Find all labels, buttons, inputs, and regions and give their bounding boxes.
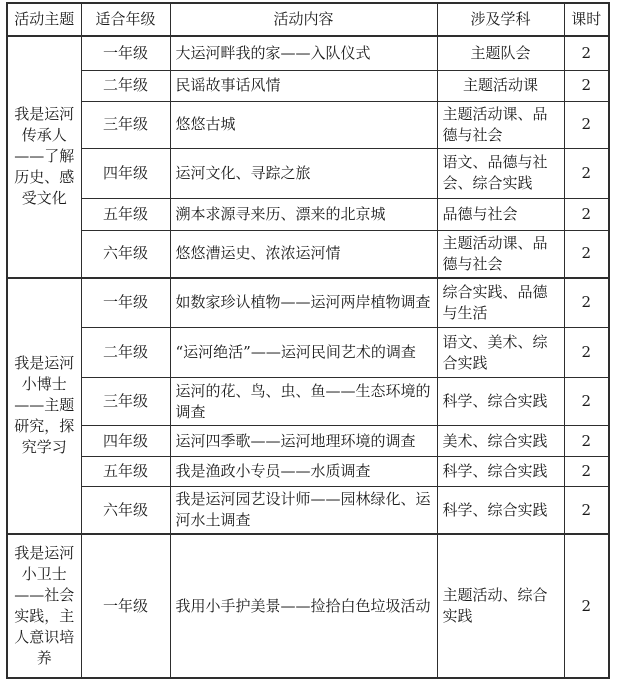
hours-cell: 2 — [564, 487, 609, 535]
content-cell: 如数家珍认植物——运河两岸植物调查 — [170, 278, 437, 328]
table-row — [7, 426, 609, 457]
hours-cell: 2 — [564, 36, 609, 70]
theme-cell: 我是运河小博士——主题研究，探究学习 — [7, 278, 81, 535]
grade-cell: 四年级 — [81, 426, 170, 457]
hours-cell: 2 — [564, 426, 609, 457]
table-row — [7, 148, 609, 198]
subjects-cell: 主题活动课 — [437, 70, 564, 101]
table-row — [7, 198, 609, 230]
theme-cell: 我是运河小卫士——社会实践，主人意识培养 — [7, 534, 81, 678]
hours-cell: 2 — [564, 457, 609, 487]
header-activity-content: 活动内容 — [170, 3, 437, 36]
content-cell: 民谣故事话风情 — [170, 70, 437, 101]
content-cell: 悠悠漕运史、浓浓运河情 — [170, 230, 437, 278]
table-row — [7, 534, 609, 678]
table-row — [7, 230, 609, 278]
header-activity-theme: 活动主题 — [7, 3, 81, 36]
grade-cell: 四年级 — [81, 148, 170, 198]
hours-cell: 2 — [564, 198, 609, 230]
subjects-cell: 科学、综合实践 — [437, 487, 564, 535]
table-row — [7, 36, 609, 70]
grade-cell: 二年级 — [81, 328, 170, 378]
header-subjects: 涉及学科 — [437, 3, 564, 36]
grade-cell: 六年级 — [81, 487, 170, 535]
subjects-cell: 语文、美术、综合实践 — [437, 328, 564, 378]
content-cell: 我是渔政小专员——水质调查 — [170, 457, 437, 487]
hours-cell: 2 — [564, 328, 609, 378]
subjects-cell: 主题活动课、品德与社会 — [437, 101, 564, 148]
hours-cell: 2 — [564, 148, 609, 198]
table-row — [7, 487, 609, 535]
grade-cell: 三年级 — [81, 378, 170, 426]
theme-cell: 我是运河传承人——了解历史、感受文化 — [7, 36, 81, 278]
grade-cell: 一年级 — [81, 278, 170, 328]
grade-cell: 三年级 — [81, 101, 170, 148]
content-cell: 运河四季歌——运河地理环境的调查 — [170, 426, 437, 457]
subjects-cell: 主题活动课、品德与社会 — [437, 230, 564, 278]
content-cell: 我是运河园艺设计师——园林绿化、运河水土调查 — [170, 487, 437, 535]
hours-cell: 2 — [564, 278, 609, 328]
grade-cell: 五年级 — [81, 457, 170, 487]
content-cell: “运河绝活”——运河民间艺术的调查 — [170, 328, 437, 378]
grade-cell: 一年级 — [81, 534, 170, 678]
subjects-cell: 语文、品德与社会、综合实践 — [437, 148, 564, 198]
header-class-hours: 课时 — [564, 3, 609, 36]
hours-cell: 2 — [564, 230, 609, 278]
grade-cell: 六年级 — [81, 230, 170, 278]
subjects-cell: 主题活动、综合实践 — [437, 534, 564, 678]
table-row — [7, 278, 609, 328]
subjects-cell: 美术、综合实践 — [437, 426, 564, 457]
hours-cell: 2 — [564, 101, 609, 148]
table-row — [7, 101, 609, 148]
content-cell: 大运河畔我的家——入队仪式 — [170, 36, 437, 70]
table-row — [7, 70, 609, 101]
table-row — [7, 328, 609, 378]
subjects-cell: 综合实践、品德与生活 — [437, 278, 564, 328]
subjects-cell: 科学、综合实践 — [437, 378, 564, 426]
activity-curriculum-table — [6, 2, 610, 679]
grade-cell: 五年级 — [81, 198, 170, 230]
header-suitable-grade: 适合年级 — [81, 3, 170, 36]
hours-cell: 2 — [564, 70, 609, 101]
subjects-cell: 品德与社会 — [437, 198, 564, 230]
hours-cell: 2 — [564, 534, 609, 678]
header-row — [7, 3, 609, 36]
subjects-cell: 科学、综合实践 — [437, 457, 564, 487]
table-row — [7, 457, 609, 487]
grade-cell: 一年级 — [81, 36, 170, 70]
content-cell: 溯本求源寻来历、漂来的北京城 — [170, 198, 437, 230]
content-cell: 运河的花、鸟、虫、鱼——生态环境的调查 — [170, 378, 437, 426]
hours-cell: 2 — [564, 378, 609, 426]
content-cell: 运河文化、寻踪之旅 — [170, 148, 437, 198]
grade-cell: 二年级 — [81, 70, 170, 101]
subjects-cell: 主题队会 — [437, 36, 564, 70]
table-row — [7, 378, 609, 426]
content-cell: 悠悠古城 — [170, 101, 437, 148]
content-cell: 我用小手护美景——捡拾白色垃圾活动 — [170, 534, 437, 678]
